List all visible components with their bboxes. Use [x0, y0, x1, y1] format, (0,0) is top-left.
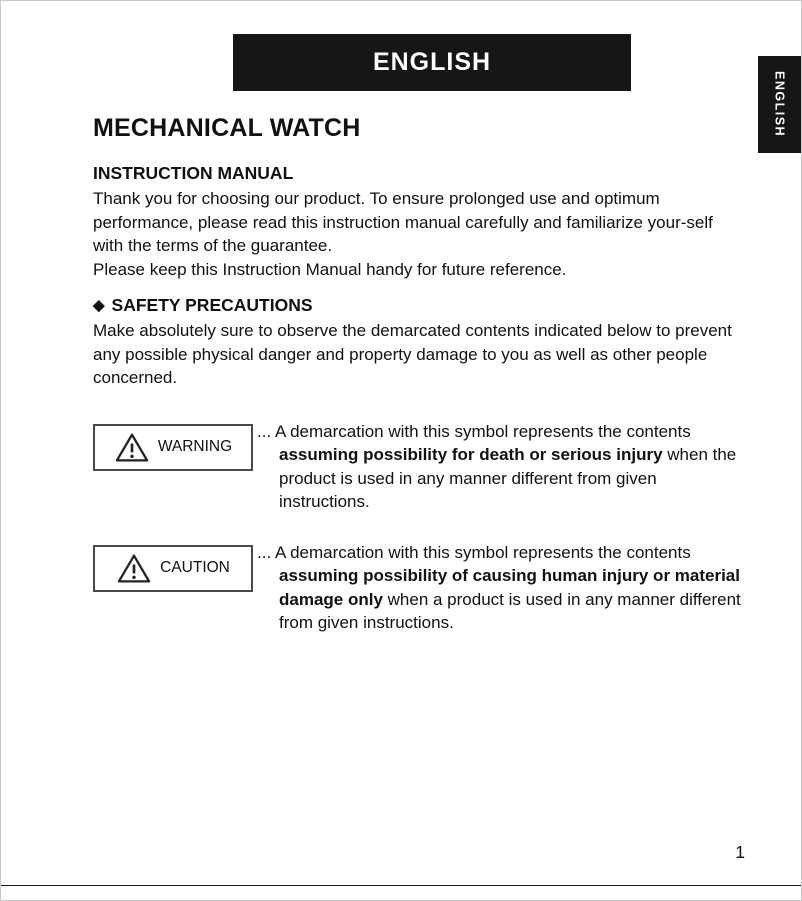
caution-text-post: when a product is used in any manner different from given instructions.	[279, 589, 741, 632]
warning-text-post: when the product is used in any manner different from given instructions.	[279, 445, 737, 511]
caution-text-bold: assuming possibility of causing human injury or material damage only	[279, 566, 740, 609]
caution-box	[93, 545, 253, 592]
bottom-rule	[1, 885, 801, 886]
warning-text-pre: ... A demarcation with this symbol represents the contents	[257, 421, 691, 441]
warning-box	[93, 424, 253, 471]
safety-intro-paragraph: Make absolutely sure to observe the demarcated contents indicated below to prevent any possible physical danger and property damage to you as well as other people concerned.	[93, 321, 732, 387]
warning-text	[255, 420, 747, 514]
caution-notice-row	[93, 541, 747, 635]
warning-triangle-icon	[116, 553, 152, 584]
document-content	[93, 113, 747, 635]
language-side-tab	[758, 56, 801, 153]
warning-label: WARNING	[157, 438, 233, 455]
safety-precautions-heading	[93, 295, 747, 316]
warning-triangle-icon	[114, 432, 150, 463]
keep-manual-note: Please keep this Instruction Manual handy for future reference.	[93, 259, 567, 279]
warning-notice-row	[93, 420, 747, 514]
warning-text-bold: assuming possibility for death or serious injury	[279, 445, 663, 464]
caution-text	[255, 541, 747, 635]
language-banner-label: ENGLISH	[372, 48, 492, 76]
page-title: MECHANICAL WATCH	[93, 114, 361, 142]
safety-precautions-label: SAFETY PRECAUTIONS	[111, 295, 313, 315]
side-tab-label: ENGLISH	[772, 71, 787, 138]
language-banner	[233, 34, 631, 91]
instruction-manual-heading: INSTRUCTION MANUAL	[93, 163, 294, 183]
page-number: 1	[735, 842, 745, 862]
diamond-icon: ◆	[93, 297, 105, 314]
intro-paragraph: Thank you for choosing our product. To ensure prolonged use and optimum performance, please read this instruction manual carefully and familiarize your-self with the terms of the guarantee.	[93, 189, 713, 255]
caution-label: CAUTION	[160, 559, 230, 576]
caution-text-pre: ... A demarcation with this symbol represents the contents	[257, 542, 691, 562]
